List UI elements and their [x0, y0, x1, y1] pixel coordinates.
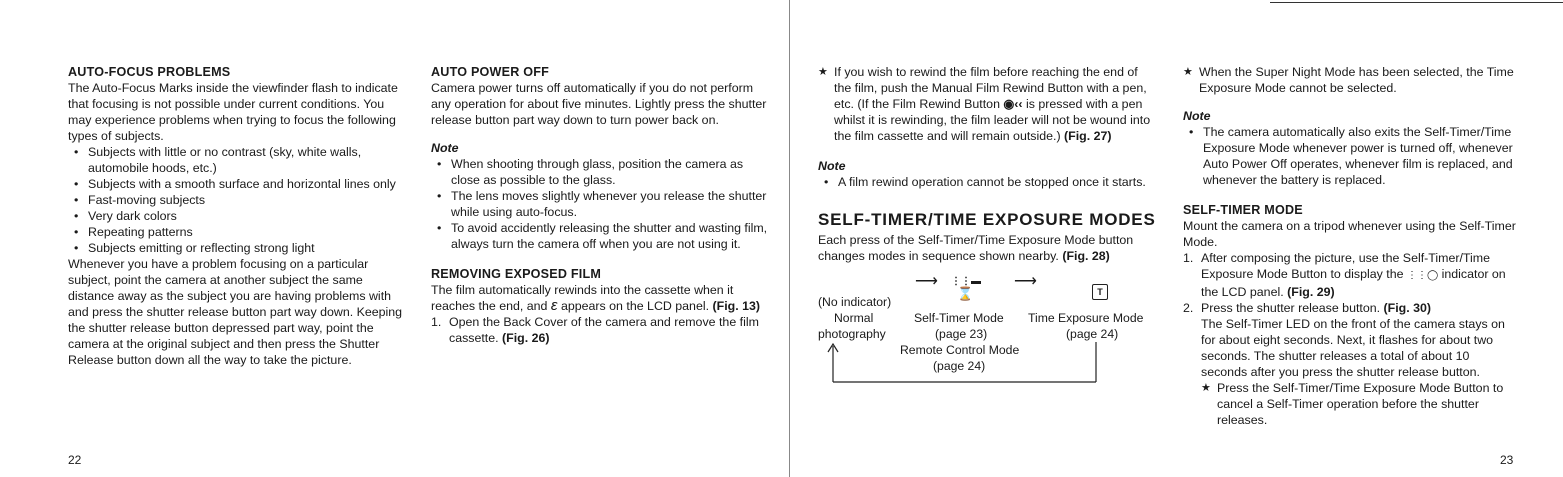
- note-heading: Note: [1183, 109, 1211, 123]
- remote-indicator-icon: ⋮⋮▬: [951, 276, 981, 287]
- note-heading: Note: [818, 159, 846, 173]
- self-timer-icon: ⌛: [957, 286, 974, 301]
- step-text: Press the shutter release button.: [1201, 301, 1381, 315]
- page-divider: [789, 0, 790, 477]
- fig-ref: (Fig. 28): [1062, 249, 1110, 263]
- remote-label: Remote Control Mode: [900, 343, 1020, 357]
- autofocus-outro: Whenever you have a problem focusing on a particular subject, point the camera at another subject the same distance away as the subject you are having problems with and press the shutter release button part way down. Keeping the shutter release button depressed part way, point the camera at the original subject and then press the Shutter Release button down all the way to take the picture.: [68, 257, 403, 367]
- fig-ref: (Fig. 26): [502, 331, 550, 345]
- list-item: • Subjects emitting or reflecting strong light: [88, 240, 408, 256]
- self-timer-label: Self-Timer Mode: [914, 311, 1004, 325]
- section-title-auto-power-off: AUTO POWER OFF: [431, 65, 550, 79]
- super-night-tip: ★ When the Super Night Mode has been selected, the Time Exposure Mode cannot be selected.: [1183, 64, 1518, 96]
- loop-arrow: [818, 338, 1108, 388]
- rewind-tip: [818, 64, 1158, 144]
- note-list: [431, 156, 771, 252]
- list-item: • Fast-moving subjects: [88, 192, 408, 208]
- list-item: 1. Open the Back Cover of the camera and remove the film cassette. (Fig. 26): [431, 315, 759, 345]
- photography-label: photography: [818, 327, 886, 341]
- time-exposure-page: (page 24): [1066, 327, 1119, 341]
- page-number-right: 23: [1500, 453, 1514, 467]
- list-item: 1. After composing the picture, use the Self-Timer/Time Exposure Mode Button to display the ⋮⋮◯ indicator on the LCD panel. (Fig. 29): [1183, 251, 1506, 299]
- steps-list: [1183, 250, 1518, 428]
- column-power-film: [431, 64, 771, 346]
- note-heading: Note: [431, 141, 459, 155]
- fig-ref: (Fig. 29): [1287, 285, 1335, 299]
- column-rewind-modes: [818, 64, 1158, 392]
- step-text-a: After composing the picture, use the Self-Timer/Time Exposure Mode Button to display the: [1201, 251, 1490, 281]
- rewind-button-icon: ◉‹‹: [1003, 97, 1023, 111]
- list-item: • Repeating patterns: [88, 224, 408, 240]
- normal-label: Normal: [834, 311, 874, 325]
- remote-page: (page 24): [933, 359, 986, 373]
- section-title-autofocus: AUTO-FOCUS PROBLEMS: [68, 65, 231, 79]
- modes-text: [818, 232, 1158, 264]
- column-self-timer: [1183, 64, 1518, 428]
- list-item: • When shooting through glass, position the camera as close as possible to the glass.: [451, 156, 771, 188]
- section-title-self-timer-modes: SELF-TIMER/TIME EXPOSURE MODES: [818, 210, 1156, 229]
- list-item: • To avoid accidently releasing the shutter and wasting film, always turn the camera off when you are not using it.: [451, 220, 771, 252]
- section-title-removing-film: [431, 266, 771, 282]
- modes-text-body: Each press of the Self-Timer/Time Exposure Mode button changes modes in sequence shown nearby.: [818, 233, 1134, 263]
- rewind-tip-text-a: If you wish to rewind the film before reaching the end of the film, push the Manual Film Rewind Button with a pen, etc. (If the Film Rewind Button: [834, 65, 1147, 111]
- mode-sequence-diagram: ⟶ ⋮⋮▬ ⌛ ⟶ T (No indicator) Normal photography Self-Timer Mode (page 23) Time Exposure Mode (page 24) Remote Control Mode (page 24): [818, 272, 1158, 392]
- fig-ref: (Fig. 30): [1383, 301, 1432, 315]
- arrow-right-icon: ⟶: [1014, 273, 1037, 290]
- step-text: Open the Back Cover of the camera and remove the film cassette.: [449, 315, 759, 345]
- list-item: • The lens moves slightly whenever you release the shutter while using auto-focus.: [451, 188, 771, 220]
- auto-power-off-text: Camera power turns off automatically if you do not perform any operation for about five minutes. Lightly press the shutter release button part way down to turn power back on.: [431, 81, 767, 127]
- removing-film-text-a: The film automatically rewinds into the cassette when it reaches the end, and: [431, 283, 734, 313]
- steps-list: [431, 314, 771, 346]
- time-exposure-label: Time Exposure Mode: [1028, 311, 1144, 325]
- list-item: • Very dark colors: [88, 208, 408, 224]
- self-timer-page: (page 23): [935, 327, 988, 341]
- top-rule: [1270, 2, 1563, 3]
- removing-film-text: [431, 282, 771, 314]
- self-timer-indicator-icon: ⋮⋮◯: [1406, 270, 1439, 281]
- list-item: • Subjects with little or no contrast (sky, white walls, automobile hoods, etc.): [88, 144, 408, 176]
- list-item: • A film rewind operation cannot be stopped once it starts.: [838, 174, 1158, 190]
- step-detail: The Self-Timer LED on the front of the camera stays on for about eight seconds. Next, it flashes for about two seconds. The shutter releases a total of about 10 seconds after you press the shutter release button.: [1201, 317, 1505, 379]
- column-autofocus: [68, 64, 408, 368]
- autofocus-intro: The Auto-Focus Marks inside the viewfinder flash to indicate that focusing is not possible under current conditions. You may experience problems when trying to focus the following types of subjects.: [68, 81, 398, 143]
- list-item: 2. Press the shutter release button. (Fig. 30) The Self-Timer LED on the front of the camera stays on for about eight seconds. Next, it flashes for about two seconds. The shutter releases a total of about 10 seconds after you press the shutter release button. ★ Press the Self-Timer/Time Exposure Mode Button to cancel a Self-Timer operation before the shutter releases.: [1201, 300, 1518, 428]
- no-indicator-label: (No indicator): [818, 295, 892, 309]
- rewind-tip-text-b: is pressed with a pen whilst it is rewinding, the film leader will not be wound into the film cassette and will remain outside.): [834, 97, 1151, 143]
- fig-ref: (Fig. 27): [1064, 129, 1112, 143]
- fig-ref: (Fig. 13): [712, 299, 760, 313]
- cancel-tip: ★ Press the Self-Timer/Time Exposure Mode Button to cancel a Self-Timer operation before the shutter releases.: [1201, 380, 1518, 428]
- list-item: • The camera automatically also exits the Self-Timer/Time Exposure Mode whenever power is turned off, whenever Auto Power Off operates, whenever film is replaced, and whenever the battery is replaced.: [1203, 124, 1518, 188]
- page-number-left: 22: [68, 453, 82, 467]
- film-end-icon: ε: [550, 297, 558, 314]
- self-timer-intro: Mount the camera on a tripod whenever using the Self-Timer Mode.: [1183, 219, 1516, 249]
- arrow-right-icon: ⟶: [915, 273, 938, 290]
- step-text-b: indicator on the LCD panel.: [1201, 267, 1506, 299]
- removing-film-text-b: appears on the LCD panel.: [560, 299, 710, 313]
- autofocus-list: [68, 144, 408, 256]
- note-list: [818, 174, 1158, 190]
- list-item: • Subjects with a smooth surface and horizontal lines only: [88, 176, 408, 192]
- note-list: [1183, 124, 1518, 188]
- section-title-self-timer: SELF-TIMER MODE: [1183, 203, 1303, 217]
- section-title-text: REMOVING EXPOSED FILM: [431, 267, 602, 281]
